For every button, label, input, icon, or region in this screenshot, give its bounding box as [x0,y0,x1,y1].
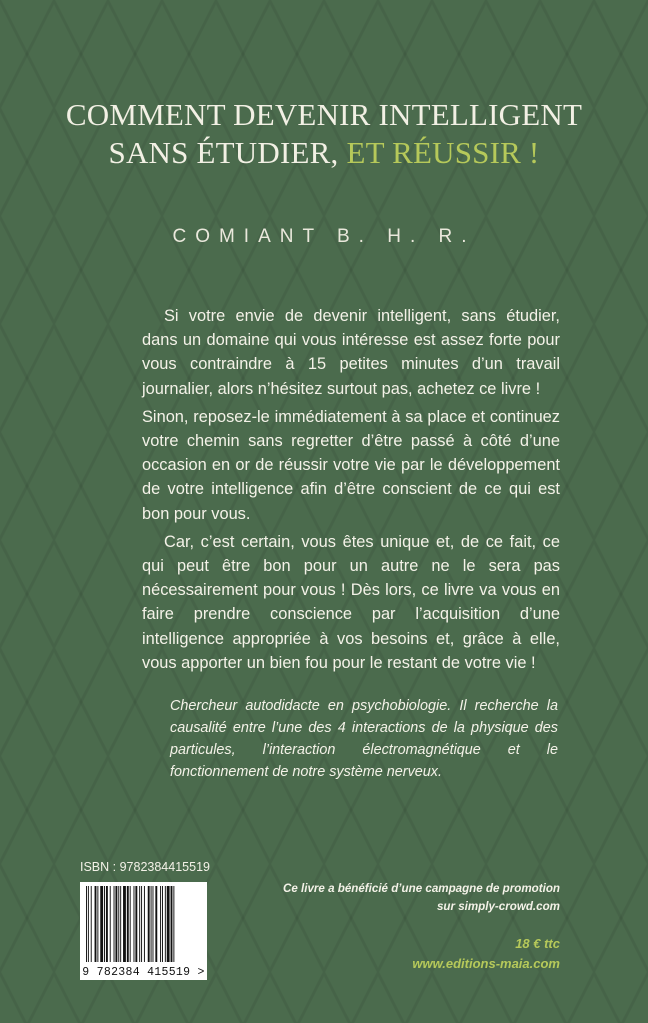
price-block [412,934,560,974]
isbn-label: ISBN : 9782384415519 [80,860,210,874]
price: 18 € ttc [515,936,560,951]
barcode-bar [171,886,173,962]
author-name: COMIANT B. H. R. [172,226,476,247]
barcode-bar [165,886,166,962]
barcode-bar [100,886,103,962]
barcode-bar [104,886,105,962]
barcode-bar [118,886,119,962]
barcode-bar [88,886,89,962]
barcode-bar [153,886,154,962]
promotion-note [283,880,560,916]
barcode-bar [114,886,115,962]
barcode-bar [162,886,163,962]
barcode-bar [95,886,97,962]
barcode-bar [123,886,126,962]
barcode-bar [130,886,131,962]
barcode-bar [155,886,157,962]
blurb-paragraph: Si votre envie de devenir intelligent, sans étudier, dans un domaine qui vous intéresse est assez forte pour vous contraindre à 15 petites minutes d’un travail journalier, alors n’hésitez surtout pas, achetez ce livre ! [142,307,560,398]
blurb-paragraph: Car, c’est certain, vous êtes unique et, de ce fait, ce qui peut être bon pour un autre ne le sera pas nécessairement pour vous ! Dès lors, ce livre va vous en faire prendre conscience par l’acquisition d’une intelligence appropriée à vos besoins et, grâce à elle, vous apporter un bien fou pour le restant de votre vie ! [142,532,560,672]
barcode-digits: 9 782384 415519 > [82,966,205,979]
barcode-bar [127,886,129,962]
promotion-line-1: Ce livre a bénéficié d’une campagne de promotion [282,882,560,895]
barcode-bar [86,886,87,962]
title-accent: ET RÉUSSIR ! [346,135,540,170]
publisher-website: www.editions-maia.com [412,956,560,971]
blurb [142,304,560,675]
barcode-bar [134,886,135,962]
title-line-2: SANS ÉTUDIER, [108,135,339,170]
book-title [40,96,608,172]
blurb-paragraph: Sinon, reposez-le immédiatement à sa place et continuez votre chemin sans regretter d’être passé à côté d’une occasion en or de réussir votre vie par le développement de votre intelligence afin d’être conscient de ce qui est bon pour vous. [142,407,560,523]
barcode-bar [115,886,117,962]
author-bio: Chercheur autodidacte en psychobiologie. Il recherche la causalité entre l’une des 4 interactions de la physique des particules, l’interaction électromagnétique et le fonctionnement de notre système nerveux. [170,698,558,780]
barcode-bar [144,886,145,962]
barcode-bar [151,886,152,962]
barcode-bar [135,886,137,962]
title-line-1: COMMENT DEVENIR INTELLIGENT [65,97,583,132]
barcode-bar [141,886,142,962]
barcode-bar [97,886,98,962]
barcode-bar [173,886,174,962]
barcode-bars [84,886,203,962]
barcode-bar [120,886,121,962]
barcode-bar [160,886,161,962]
promotion-line-2: sur simply-crowd.com [436,900,560,913]
barcode-bar [148,886,150,962]
barcode-bar [106,886,108,962]
barcode [80,882,207,980]
barcode-bar [110,886,111,962]
barcode-bar [139,886,140,962]
barcode-bar [167,886,170,962]
barcode-bar [91,886,92,962]
